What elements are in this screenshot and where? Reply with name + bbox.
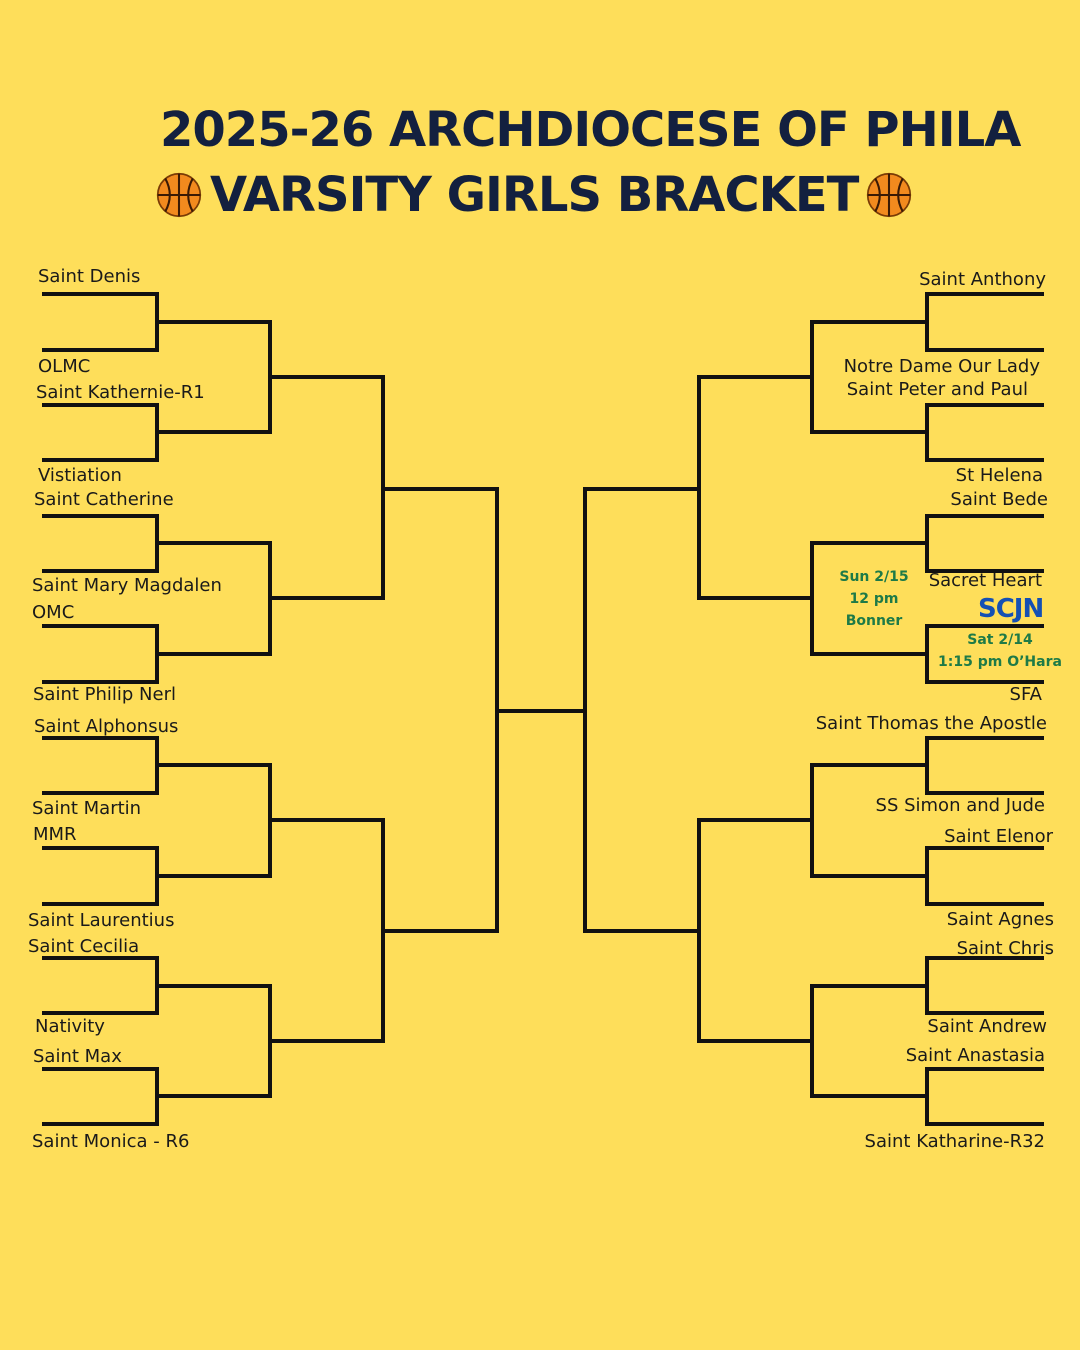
bracket-line <box>699 986 812 1096</box>
game-note-sunday <box>834 566 914 632</box>
team-label-right: SS Simon and Jude <box>875 795 1045 816</box>
team-label-left: Vistiation <box>38 465 122 486</box>
game-note-time: 12 pm <box>849 591 899 607</box>
team-label-left: Saint Alphonsus <box>34 716 179 737</box>
bracket-line <box>812 848 1042 904</box>
bracket-line <box>44 738 270 793</box>
team-label-left: MMR <box>33 824 77 845</box>
team-label-left: Saint Mary Magdalen <box>32 575 222 596</box>
team-label-left: Saint Kathernie-R1 <box>36 382 205 403</box>
team-label-left: Saint Monica - R6 <box>32 1131 190 1152</box>
bracket-line <box>585 377 699 598</box>
bracket-line <box>383 820 497 1041</box>
team-label-left: OLMC <box>38 356 91 377</box>
team-label-right: Saint Agnes <box>946 909 1054 930</box>
team-label-right: Saint Elenor <box>944 826 1053 847</box>
bracket-line <box>270 543 383 654</box>
team-label-right: Notre Dame Our Lady <box>843 356 1040 377</box>
bracket-line <box>44 516 270 571</box>
team-label-left: Saint Cecilia <box>28 936 140 957</box>
bracket-line <box>699 765 812 876</box>
bracket-line <box>270 986 383 1096</box>
bracket-line <box>44 1069 270 1124</box>
bracket-line <box>497 489 585 931</box>
scjn-label: SCJN <box>978 594 1044 624</box>
bracket-line <box>44 848 270 904</box>
bracket-line <box>699 322 812 432</box>
bracket-line <box>699 543 812 654</box>
team-label-left: Saint Martin <box>32 798 142 819</box>
bracket-line <box>44 626 270 682</box>
team-label-left: Saint Philip Nerl <box>33 684 176 705</box>
bracket-line <box>812 738 1042 793</box>
team-label-right: St Helena <box>955 465 1043 486</box>
bracket-line <box>812 294 1042 350</box>
bracket-line <box>812 958 1042 1013</box>
bracket-line <box>585 820 699 1041</box>
team-label-right: Saint Peter and Paul <box>846 379 1028 400</box>
team-label-left: Saint Max <box>33 1046 122 1067</box>
game-note-day: Sun 2/15 <box>839 569 909 585</box>
bracket-line <box>44 405 270 460</box>
game-note-place: Bonner <box>845 613 903 629</box>
title-line-2-text: VARSITY GIRLS BRACKET <box>210 167 859 223</box>
team-label-right: Sacret Heart <box>928 570 1042 591</box>
team-label-left: Saint Laurentius <box>28 910 175 931</box>
team-label-right: Saint Anthony <box>919 269 1046 290</box>
team-label-right: Saint Bede <box>950 489 1048 510</box>
bracket-line <box>44 294 270 350</box>
game-note-saturday <box>936 629 1064 673</box>
title-line-1: 2025-26 ARCHDIOCESE OF PHILA <box>160 102 1021 158</box>
team-label-right: Saint Andrew <box>927 1016 1047 1037</box>
team-label-left: Saint Denis <box>38 266 141 287</box>
team-label-left: OMC <box>32 602 75 623</box>
team-label-right: Saint Anastasia <box>905 1045 1045 1066</box>
bracket-line <box>812 405 1042 460</box>
bracket-line <box>812 516 1042 571</box>
team-label-right: SFA <box>1009 684 1042 705</box>
bracket-line <box>44 958 270 1013</box>
bracket-line <box>383 377 497 598</box>
bracket-line <box>270 322 383 432</box>
team-label-right: Saint Chris <box>956 938 1054 959</box>
bracket-line <box>812 1069 1042 1124</box>
game-note-time-place: 1:15 pm O’Hara <box>938 654 1062 670</box>
team-label-right: Saint Katharine-R32 <box>864 1131 1045 1152</box>
game-note-day: Sat 2/14 <box>967 632 1033 648</box>
team-label-right: Saint Thomas the Apostle <box>815 713 1047 734</box>
team-label-left: Saint Catherine <box>34 489 174 510</box>
team-label-left: Nativity <box>35 1016 105 1037</box>
bracket-line <box>270 765 383 876</box>
